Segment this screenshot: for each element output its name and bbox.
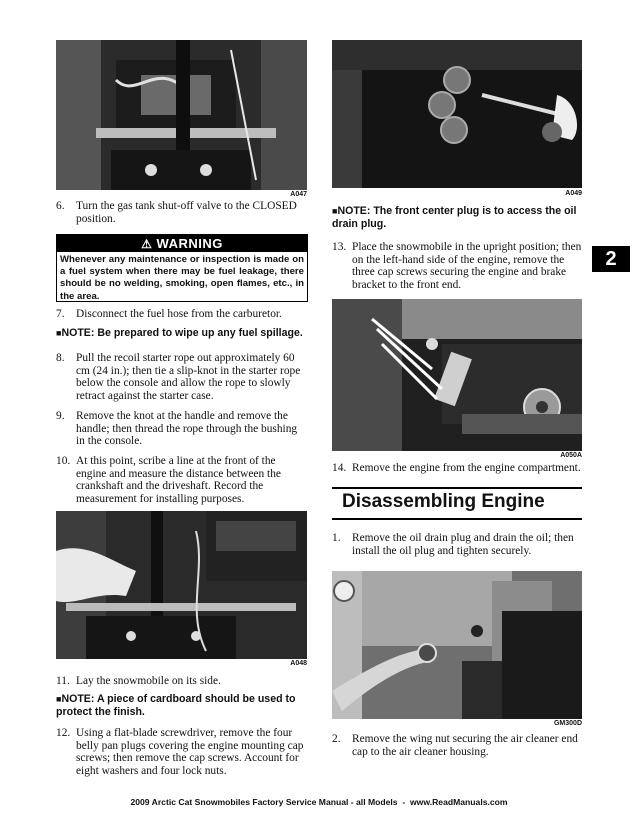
step-10 xyxy=(56,455,307,505)
step-number: 2. xyxy=(332,733,341,745)
warning-heading xyxy=(57,235,307,252)
step-number: 1. xyxy=(332,532,341,544)
note-text: NOTE: Be prepared to wipe up any fuel spillage. xyxy=(61,327,303,339)
note-text: NOTE: The front center plug is to access the oil drain plug. xyxy=(332,205,577,230)
step-2 xyxy=(332,733,583,758)
step-number: 10. xyxy=(56,455,71,467)
step-text: Pull the recoil starter rope out approximately 60 cm (24 in.); then tie a slip-knot in the starter rope below the console and allow the rope to slowly retract against the starter case. xyxy=(76,352,301,402)
photo-caption: A048 xyxy=(290,660,307,667)
step-text: Lay the snowmobile on its side. xyxy=(76,675,221,687)
note-square-icon: ■ xyxy=(332,206,338,216)
step-text: Turn the gas tank shut-off valve to the CLOSED position. xyxy=(76,200,297,225)
step-text: Remove the knot at the handle and remove the handle; then thread the rope through the bushing in the console. xyxy=(76,410,298,448)
note-square-icon: ■ xyxy=(56,694,62,704)
step-6 xyxy=(56,200,307,225)
photo-a050a xyxy=(332,299,582,451)
step-9 xyxy=(56,410,307,448)
step-14 xyxy=(332,462,583,475)
step-8 xyxy=(56,352,307,402)
step-text: Remove the wing nut securing the air cleaner end cap to the air cleaner housing. xyxy=(352,733,578,758)
step-7 xyxy=(56,308,307,321)
step-number: 7. xyxy=(56,308,65,320)
photo-a048 xyxy=(56,511,307,659)
step-number: 9. xyxy=(56,410,65,422)
step-text: Remove the engine from the engine compartment. xyxy=(352,462,581,474)
section-title: Disassembling Engine xyxy=(342,491,545,512)
note-front-center-plug xyxy=(332,205,583,231)
step-number: 11. xyxy=(56,675,70,687)
step-12 xyxy=(56,727,307,777)
step-number: 14. xyxy=(332,462,347,474)
section-rule-bottom xyxy=(332,518,582,520)
warning-body: Whenever any maintenance or inspection is made on a fuel system when there may be fuel leakage, there should be no welding, smoking, open flames, etc., in the area. xyxy=(60,254,304,302)
note-text: NOTE: A piece of cardboard should be used to protect the finish. xyxy=(56,693,296,718)
photo-a047 xyxy=(56,40,307,190)
step-text: Remove the oil drain plug and drain the oil; then install the oil plug and tighten securely. xyxy=(352,532,574,557)
warning-box xyxy=(56,234,308,302)
photo-caption: A049 xyxy=(565,190,582,197)
warning-triangle-icon: ⚠ xyxy=(141,237,153,251)
step-number: 13. xyxy=(332,241,347,253)
note-square-icon: ■ xyxy=(56,328,62,338)
note-fuel-spillage xyxy=(56,327,307,340)
page-footer: 2009 Arctic Cat Snowmobiles Factory Service Manual - all Models - www.ReadManuals.com xyxy=(130,797,508,807)
section-rule-top xyxy=(332,487,582,489)
photo-a049 xyxy=(332,40,582,188)
photo-gm300d xyxy=(332,571,582,719)
step-text: Place the snowmobile in the upright position; then on the left-hand side of the engine, remove the three cap screws securing the engine and brake bracket to the front end. xyxy=(352,241,582,291)
step-number: 12. xyxy=(56,727,71,739)
step-text: At this point, scribe a line at the front of the engine and measure the distance between the crankshaft and the driveshaft. Record the measurement for installing purposes. xyxy=(76,455,281,505)
step-text: Disconnect the fuel hose from the carburetor. xyxy=(76,308,282,320)
step-number: 8. xyxy=(56,352,65,364)
photo-caption: GM300D xyxy=(553,720,582,727)
note-cardboard xyxy=(56,693,307,719)
step-11 xyxy=(56,675,307,688)
step-1 xyxy=(332,532,583,557)
photo-caption: A050A xyxy=(560,452,582,459)
warning-heading-text: WARNING xyxy=(156,236,223,251)
step-text: Using a flat-blade screwdriver, remove the four belly pan plugs covering the engine mounting cap screws; then remove the cap screws. Account for eight washers and four lock nuts. xyxy=(76,727,304,777)
step-13 xyxy=(332,241,583,291)
step-number: 6. xyxy=(56,200,65,212)
chapter-tab: 2 xyxy=(592,246,630,272)
photo-caption: A047 xyxy=(290,191,307,198)
